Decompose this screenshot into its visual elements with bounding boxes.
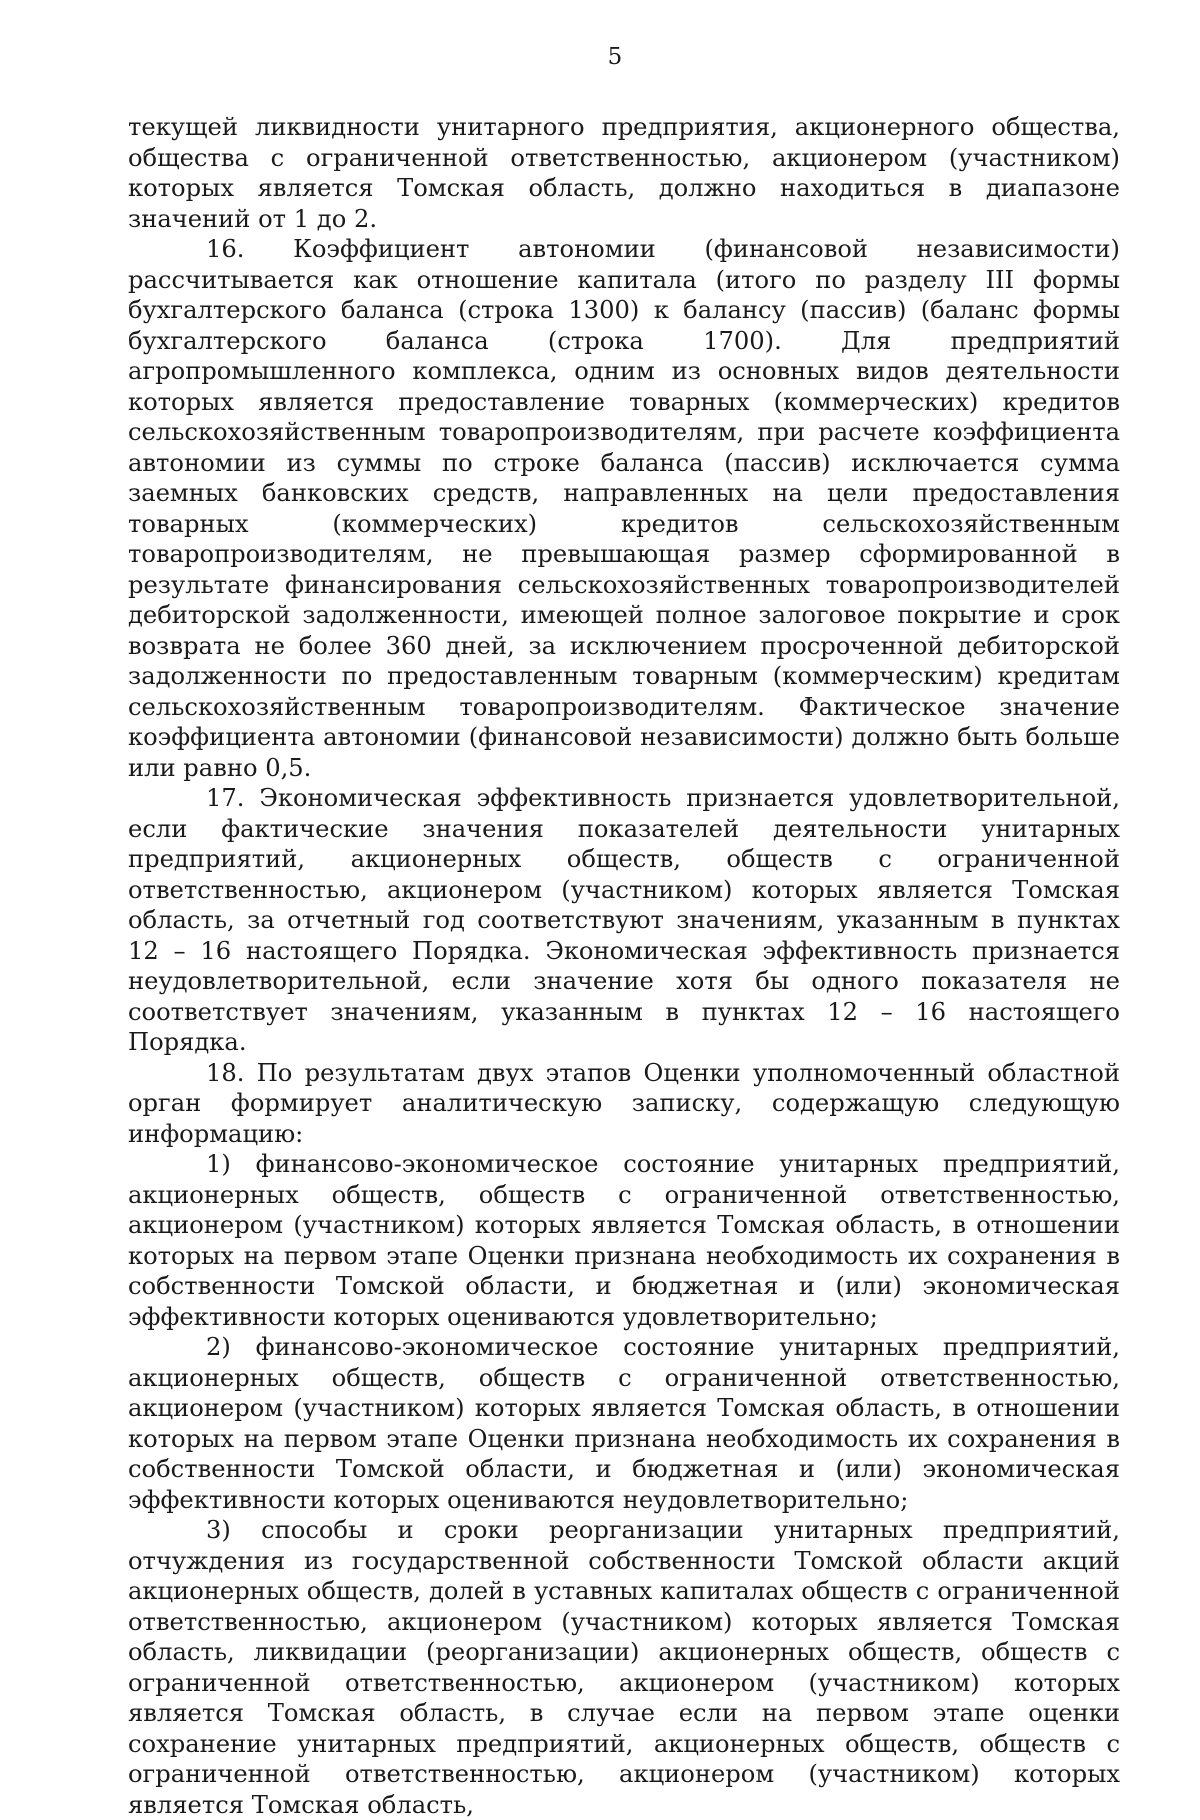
list-item-3: 3) способы и сроки реорганизации унитарных предприятий, отчуждения из государственной собственности Томской области акций акционерных обществ, долей в уставных капиталах обществ с ограниченной ответственностью, акционером (участником) которых является Томская область, ликвидации (реорганизации) акционерных обществ, обществ с ограниченной ответственностью, акционером (участником) которых является Томская область, в случае если на первом этапе оценки сохранение унитарных предприятий, акционерных обществ, обществ с ограниченной ответственностью, акционером (участником) которых является Томская область, [128, 1516, 1120, 1819]
paragraph-item-16: 16. Коэффициент автономии (финансовой независимости) рассчитывается как отношение капитала (итого по разделу III формы бухгалтерского баланса (строка 1300) к балансу (пассив) (баланс формы бухгалтерского баланса (строка 1700). Для предприятий агропромышленного комплекса, одним из основных видов деятельности которых является предоставление товарных (коммерческих) кредитов сельскохозяйственным товаропроизводителям, при расчете коэффициента автономии из суммы по строке баланса (пассив) исключается сумма заемных банковских средств, направленных на цели предоставления товарных (коммерческих) кредитов сельскохозяйственным товаропроизводителям, не превышающая размер сформированной в результате финансирования сельскохозяйственных товаропроизводителей дебиторской задолженности, имеющей полное залоговое покрытие и срок возврата не более 360 дней, за исключением просроченной дебиторской задолженности по предоставленным товарным (коммерческим) кредитам сельскохозяйственным товаропроизводителям. Фактическое значение коэффициента автономии (финансовой независимости) должно быть больше или равно 0,5. [128, 235, 1120, 782]
paragraph-continuation: текущей ликвидности унитарного предприятия, акционерного общества, общества с ограниченной ответственностью, акционером (участником) которых является Томская область, должно находиться в диапазоне значений от 1 до 2. [128, 113, 1120, 233]
page-number: 5 [607, 44, 623, 70]
list-item-2: 2) финансово-экономическое состояние унитарных предприятий, акционерных обществ, обществ с ограниченной ответственностью, акционером (участником) которых является Томская область, в отношении которых на первом этапе Оценки признана необходимость их сохранения в собственности Томской области, и бюджетная и (или) экономическая эффективности которых оцениваются неудовлетворительно; [128, 1333, 1120, 1514]
paragraph-item-18: 18. По результатам двух этапов Оценки уполномоченный областной орган формирует аналитическую записку, содержащую следующую информацию: [128, 1058, 1120, 1148]
document-body [128, 112, 1120, 1820]
paragraph-item-17: 17. Экономическая эффективность признается удовлетворительной, если фактические значения показателей деятельности унитарных предприятий, акционерных обществ, обществ с ограниченной ответственностью, акционером (участником) которых является Томская область, за отчетный год соответствуют значениям, указанным в пунктах 12 – 16 настоящего Порядка. Экономическая эффективность признается неудовлетворительной, если значение хотя бы одного показателя не соответствует значениям, указанным в пунктах 12 – 16 настоящего Порядка. [128, 784, 1120, 1056]
list-item-1: 1) финансово-экономическое состояние унитарных предприятий, акционерных обществ, обществ с ограниченной ответственностью, акционером (участником) которых является Томская область, в отношении которых на первом этапе Оценки признана необходимость их сохранения в собственности Томской области, и бюджетная и (или) экономическая эффективности которых оцениваются удовлетворительно; [128, 1150, 1120, 1331]
